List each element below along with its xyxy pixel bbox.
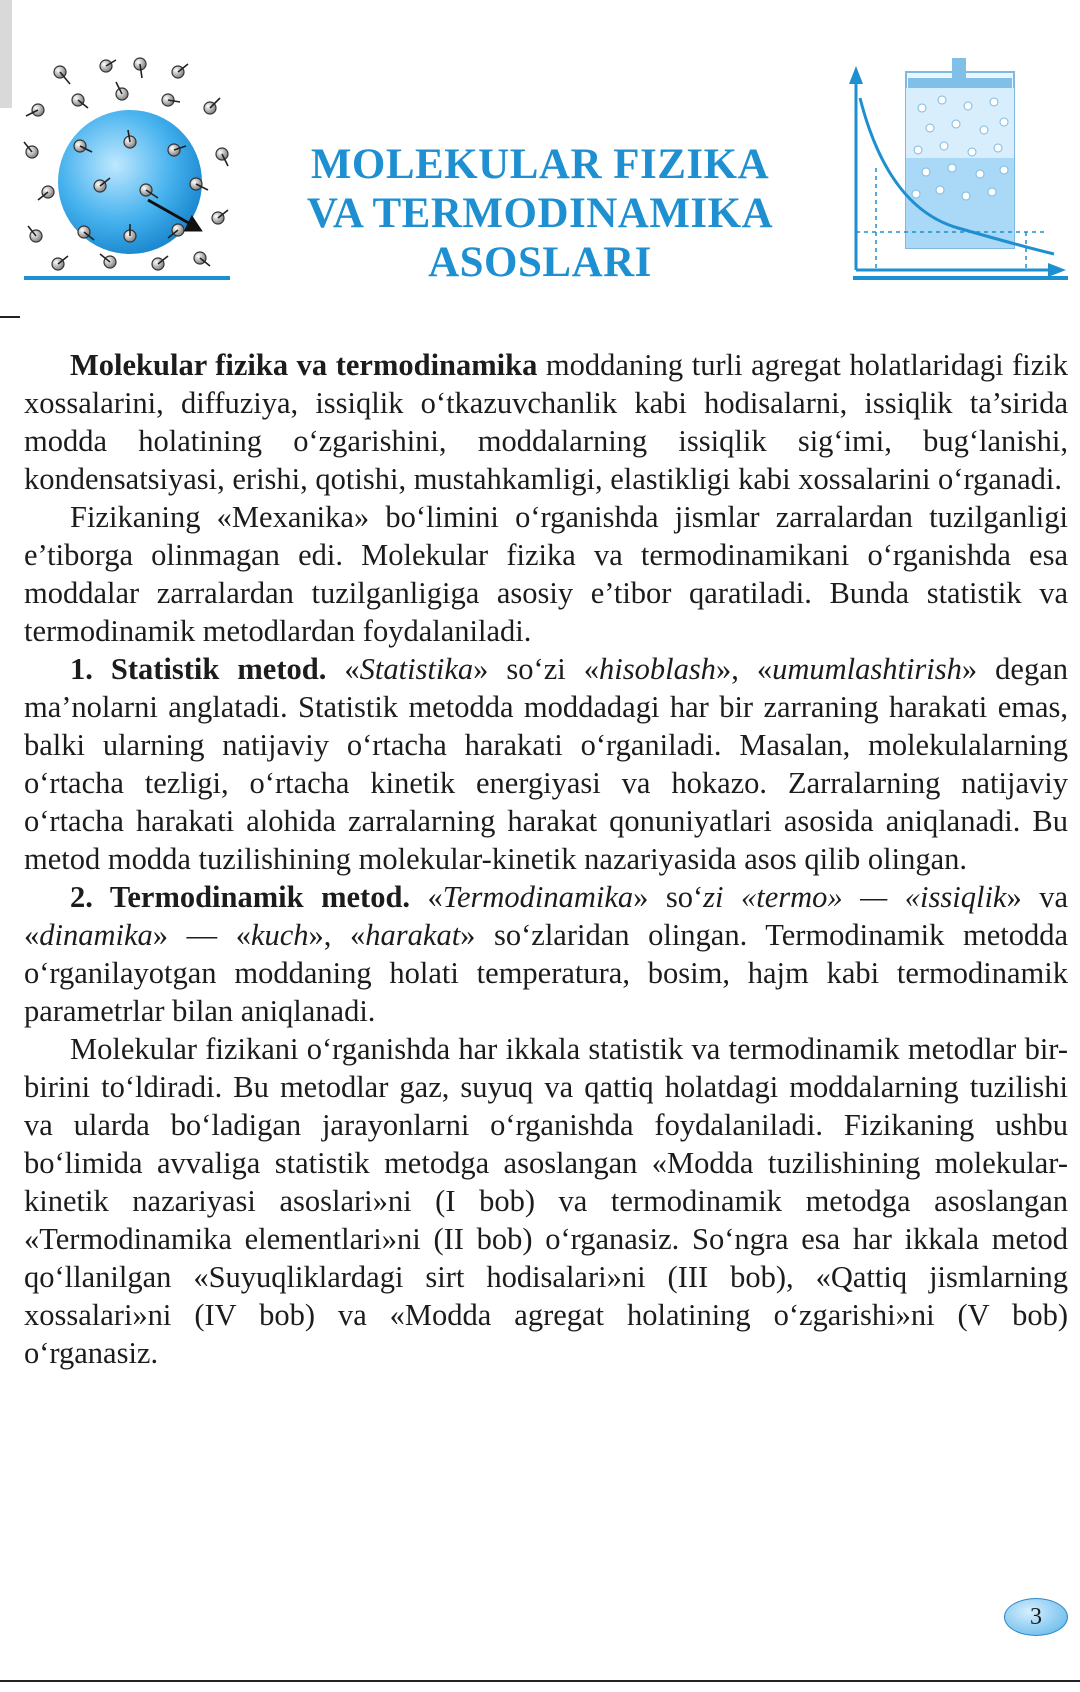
chapter-title-line-1: MOLEKULAR FIZIKA — [310, 141, 770, 188]
body-text — [24, 346, 1068, 1372]
margin-tick — [0, 316, 20, 318]
paragraph-statistical-method — [24, 650, 1068, 878]
page-number-badge — [1004, 1598, 1068, 1636]
chapter-title — [255, 140, 825, 287]
italic-term: Termodinamika — [442, 880, 634, 914]
molecules-diffusion-icon — [18, 50, 240, 275]
chapter-title-line-2: VA TERMODINAMIKA — [306, 190, 774, 237]
paragraph-2 — [24, 498, 1068, 650]
text-run: » so‘zi « — [473, 652, 599, 686]
paragraph-5-text: Molekular fizikani o‘rganishda har ikkala statistik va termodinamik metodlar bir-birini to‘ldiradi. Bu metodlar gaz, suyuq va qattiq holatdagi moddalarning tuzilishi va ularda bo‘ladigan jarayonlarni o‘rganishda foydalaniladi. Fizikaning ushbu bo‘limida avvaliga statistik metodga asoslangan «Modda tuzilishining molekular-kinetik nazariyasi asoslari»ni (I bob) va termodinamik metodga asoslangan «Termodinamika elementlari»ni (II bob) o‘rganasiz. So‘ngra esa har ikkala metod qo‘llanilgan «Suyuqliklardagi sirt hodisalari»ni (III bob), «Qattiq jismlarning xossalari»ni (IV bob) va «Modda agregat holatining o‘zgarishi»ni (V bob) o‘rganasiz. — [24, 1032, 1068, 1370]
text-run: « — [326, 652, 360, 686]
text-run: », « — [715, 652, 773, 686]
title-underline-right — [853, 276, 1068, 280]
italic-term: dinamika — [39, 918, 153, 952]
page-number: 3 — [1030, 1603, 1042, 1630]
paragraph-5 — [24, 1030, 1068, 1372]
paragraph-2-text: Fizikaning «Mexanika» bo‘limini o‘rganishda jismlar zarralardan tuzilganligi e’tiborga olinmagan edi. Molekular fizika va termodinamikani o‘rganishda esa moddalar zarralardan tuzilganligiga asosiy e’tibor qaratiladi. Bunda statistik va termodinamik metodlardan foydalaniladi. — [24, 500, 1068, 648]
italic-term: Statistika — [359, 652, 474, 686]
italic-term: zi «termo» — «issiqlik — [703, 880, 1007, 914]
text-run: » degan ma’nolarni anglatadi. Statistik metodda moddadagi har bir zarraning harakati emas, balki ularning natijaviy o‘rtacha harakati o‘rganiladi. Masalan, molekulalarning o‘rtacha tezligi, o‘rtacha kinetik energiyasi va hokazo. Zarralarning natijaviy o‘rtacha harakati alohida zarralarning harakat qonuniyatlari asosida aniqlanadi. Bu metod modda tuzilishining molekular-kinetik nazariyasida asos qilib olingan. — [24, 652, 1069, 876]
italic-term: kuch — [250, 918, 309, 952]
italic-term: hisoblash — [599, 652, 716, 686]
heading-thermodynamic-method: 2. Termodinamik metod. — [70, 880, 411, 914]
gas-piston-graph-icon — [848, 58, 1068, 280]
chapter-title-line-3: ASOSLARI — [428, 239, 652, 286]
paragraph-thermodynamic-method — [24, 878, 1068, 1030]
text-run: » — « — [152, 918, 251, 952]
text-run: », « — [308, 918, 366, 952]
text-run: » va « — [24, 880, 1069, 952]
italic-term: harakat — [365, 918, 461, 952]
term-molecular-physics: Molekular fizika va termodinamika — [70, 348, 538, 382]
text-run: » so‘zlaridan olingan. Termodinamik metodda o‘rganilayotgan moddaning holati temperatura, bosim, hajm kabi termodinamik parametrlar bilan aniqlanadi. — [24, 918, 1069, 1028]
title-underline-left — [24, 276, 230, 280]
chapter-header — [0, 0, 1080, 300]
footer-rule — [0, 1680, 1080, 1682]
paragraph-1 — [24, 346, 1068, 498]
paragraph-1-text: moddaning turli agregat holatlaridagi fizik xossalarini, diffuziya, issiqlik o‘tkazuvchanlik kabi hodisalarni, issiqlik ta’sirida modda holatining o‘zgarishini, moddalarning issiqlik sig‘imi, bug‘lanishi, kondensatsiyasi, erishi, qotishi, mustahkamligi, elastikligi kabi xossalarini o‘rganadi. — [24, 348, 1068, 496]
text-run: « — [410, 880, 443, 914]
text-run: » so‘ — [633, 880, 704, 914]
heading-statistical-method: 1. Statistik metod. — [70, 652, 327, 686]
italic-term: umumlashtirish — [772, 652, 962, 686]
